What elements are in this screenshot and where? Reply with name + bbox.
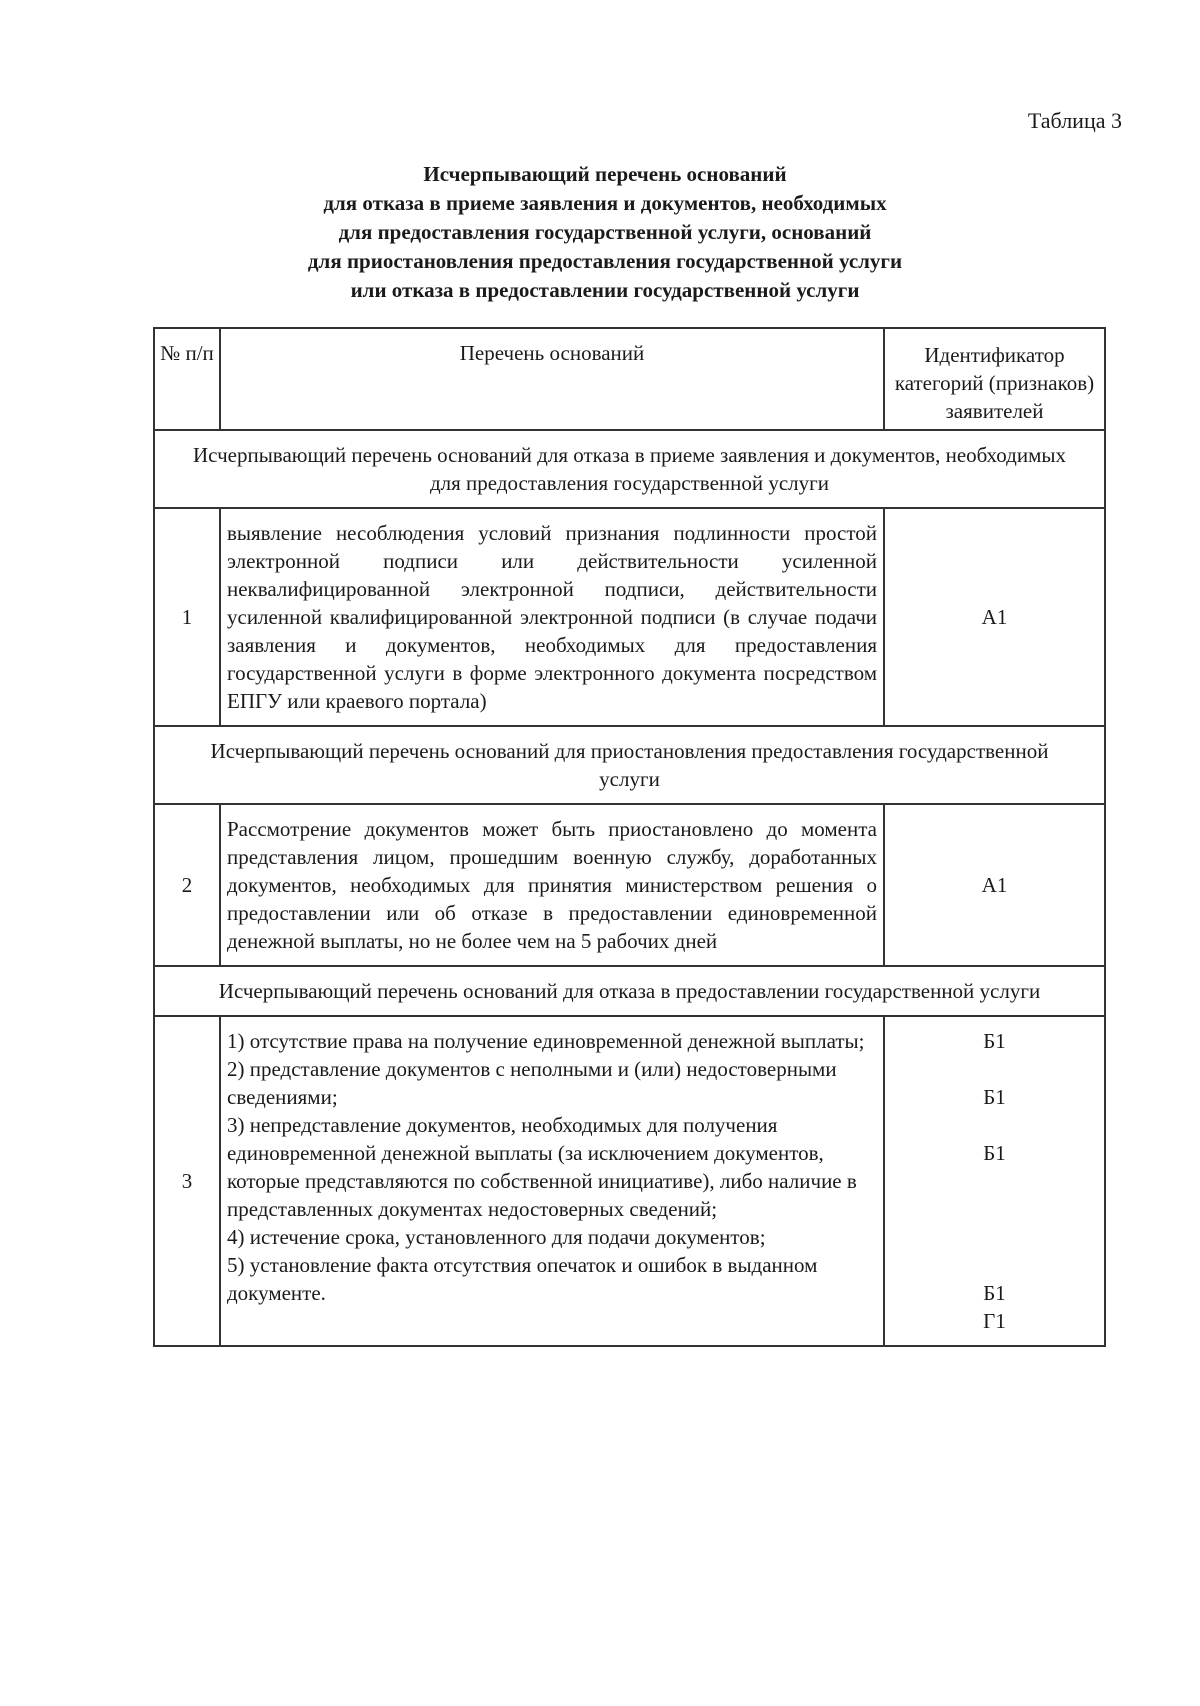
header-num: № п/п bbox=[154, 328, 220, 430]
row-category-id: А1 bbox=[884, 508, 1105, 726]
category-id: Б1 bbox=[983, 1029, 1006, 1053]
table-row bbox=[154, 804, 1105, 966]
title-line: или отказа в предоставлении государственной услуги bbox=[350, 278, 860, 302]
section-title-suspension: Исчерпывающий перечень оснований для приостановления предоставления государственной услуги bbox=[154, 726, 1105, 804]
header-row bbox=[154, 328, 1105, 430]
category-id: Б1 bbox=[983, 1141, 1006, 1165]
section-title-refusal-service: Исчерпывающий перечень оснований для отказа в предоставлении государственной услуги bbox=[154, 966, 1105, 1016]
category-id: Б1 bbox=[983, 1085, 1006, 1109]
table-row bbox=[154, 1016, 1105, 1346]
table-row bbox=[154, 508, 1105, 726]
table-caption: Таблица 3 bbox=[1027, 108, 1122, 133]
list-item: 1) отсутствие права на получение единовременной денежной выплаты; bbox=[227, 1029, 865, 1053]
row-number: 2 bbox=[154, 804, 220, 966]
row-ground-list bbox=[220, 1016, 884, 1346]
row-category-id: А1 bbox=[884, 804, 1105, 966]
title-line: для отказа в приеме заявления и документов, необходимых bbox=[323, 191, 887, 215]
list-item: 4) истечение срока, установленного для подачи документов; bbox=[227, 1225, 766, 1249]
section-header-row bbox=[154, 726, 1105, 804]
category-id: Г1 bbox=[983, 1309, 1006, 1333]
section-header-row bbox=[154, 966, 1105, 1016]
header-grounds-list: Перечень оснований bbox=[220, 328, 884, 430]
title-line: для приостановления предоставления государственной услуги bbox=[307, 249, 903, 273]
grounds-table bbox=[153, 327, 1106, 1347]
list-item: 2) представление документов с неполными и (или) недостоверными сведениями; bbox=[227, 1057, 837, 1109]
row-ground-text: Рассмотрение документов может быть приостановлено до момента представления лицом, прошедшим военную службу, доработанных документов, необходимых для принятия министерством решения о предоставлении или об отказе в предоставлении единовременной денежной выплаты, но не более чем на 5 рабочих дней bbox=[220, 804, 884, 966]
list-item: 3) непредставление документов, необходимых для получения единовременной денежной выплаты (за исключением документов, которые представляются по собственной инициативе), либо наличие в представленных документах недостоверных сведений; bbox=[227, 1113, 857, 1221]
title-line: для предоставления государственной услуги, оснований bbox=[338, 220, 872, 244]
document-title bbox=[150, 160, 1060, 305]
category-id: Б1 bbox=[983, 1281, 1006, 1305]
title-line: Исчерпывающий перечень оснований bbox=[423, 162, 787, 186]
row-ground-text: выявление несоблюдения условий признания подлинности простой электронной подписи или действительности усиленной неквалифицированной электронной подписи, действительности усиленной квалифицированной электронной подписи (в случае подачи заявления и документов, необходимых для предоставления государственной услуги в форме электронного документа посредством ЕПГУ или краевого портала) bbox=[220, 508, 884, 726]
list-item: 5) установление факта отсутствия опечаток и ошибок в выданном документе. bbox=[227, 1253, 818, 1305]
row-category-id-list bbox=[884, 1016, 1105, 1346]
row-number: 3 bbox=[154, 1016, 220, 1346]
section-header-row bbox=[154, 430, 1105, 508]
row-number: 1 bbox=[154, 508, 220, 726]
section-title-refusal-acceptance: Исчерпывающий перечень оснований для отказа в приеме заявления и документов, необходимых для предоставления государственной услуги bbox=[154, 430, 1105, 508]
header-applicant-category-id: Идентификатор категорий (признаков) заявителей bbox=[884, 328, 1105, 430]
